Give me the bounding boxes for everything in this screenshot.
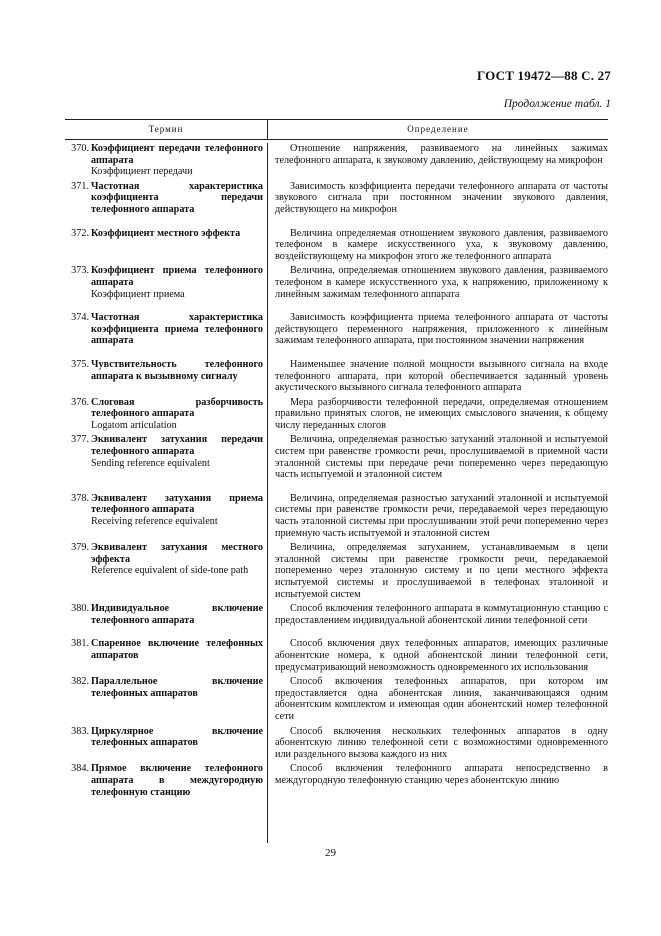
term-line — [65, 434, 263, 457]
term-number: 384. — [71, 763, 89, 775]
term-line — [65, 397, 263, 420]
term-name: Индивидуальное включение телефонного аппарата — [91, 603, 263, 626]
definition-text: Наименьшее значение полной мощности вызывного сигнала на входе телефонного аппарата, при которой обеспечивается заданный уровень акустического вызывного сигнала телефонного аппарата — [275, 358, 608, 394]
table-continuation-label: Продолжение табл. 1 — [503, 98, 611, 110]
term-cell — [65, 542, 267, 600]
definition-cell — [267, 397, 608, 432]
term-line — [65, 542, 263, 565]
term-number: 376. — [71, 396, 89, 408]
definition-text: Величина, определяемая разностью затуханий эталонной и испытуемой системы при равенстве громкости речи, передаваемой через передающую часть эталонной системы при прослушивании этой речи попеременно через приемную часть испытуемой и эталонной систем — [275, 492, 608, 539]
term-line — [65, 676, 263, 699]
definition-text: Способ включения телефонных аппаратов, при котором им предоставляется одна абонентская линия, заканчивающаяся одним абонентским комплектом и имеющая один абонентский номер телефонной сети — [275, 676, 608, 722]
term-name: Эквивалент затухания местного эффекта — [91, 542, 263, 565]
definition-cell — [267, 359, 608, 394]
term-line — [65, 143, 263, 166]
term-name: Частотная характеристика коэффициента приема телефонного аппарата — [91, 312, 263, 347]
term-alternative: Коэффициент передачи — [91, 166, 193, 178]
term-number: 370. — [71, 143, 89, 154]
term-number: 382. — [71, 676, 89, 688]
term-cell — [65, 359, 267, 394]
term-number: 371. — [71, 180, 89, 192]
term-cell — [65, 493, 267, 539]
term-number: 379. — [71, 542, 89, 554]
term-cell — [65, 726, 267, 761]
definition-text: Способ включения телефонного аппарата непосредственно в междугородную телефонную станцию через абонентскую линию — [275, 763, 608, 786]
table-row — [65, 638, 608, 673]
definition-text: Способ включения телефонного аппарата в коммутационную станцию с предоставлением индивидуальной абонентской линии телефонной сети — [275, 603, 608, 626]
column-header-term: Термин — [65, 120, 268, 139]
table-row — [65, 603, 608, 626]
column-divider — [267, 143, 268, 843]
term-alternative: Logatom articulation — [91, 419, 177, 431]
definition-cell — [267, 638, 608, 673]
term-name: Спаренное включение телефонных аппаратов — [91, 638, 263, 661]
term-cell — [65, 676, 267, 722]
definition-text: Величина определяемая отношением звукового давления, развиваемого телефоном в камере искусственного уха, к звуковому давлению, воздействующему на микрофон этого же телефонного аппарата — [275, 227, 608, 262]
definition-cell — [267, 493, 608, 539]
definition-cell — [267, 676, 608, 722]
term-cell — [65, 397, 267, 432]
table-row — [65, 542, 608, 600]
term-number: 381. — [71, 638, 89, 650]
table-row — [65, 228, 608, 263]
term-line — [65, 312, 263, 347]
term-alternative: Reference equivalent of side-tone path — [91, 565, 249, 577]
document-header: ГОСТ 19472—88 С. 27 — [477, 68, 611, 83]
term-alternative: Sending reference equivalent — [91, 457, 210, 469]
definition-text: Зависимость коэффициента приема телефонного аппарата от частоты действующего переменного напряжения, приложенного к линейным зажимам телефонного аппарата, при постоянном значении напряжения — [275, 312, 608, 347]
definition-text: Способ включения нескольких телефонных аппаратов в одну абонентскую линию телефонной сети с возможностями одновременного или раздельного вызова каждого из них — [275, 725, 608, 760]
definition-text: Зависимость коэффициента передачи телефонного аппарата от частоты звукового сигнала при постоянном значении звукового давления, действующего на микрофон — [275, 180, 608, 215]
table-row — [65, 493, 608, 539]
term-cell — [65, 603, 267, 626]
term-line — [65, 493, 263, 516]
term-number: 383. — [71, 725, 89, 737]
definition-cell — [267, 726, 608, 761]
definition-cell — [267, 181, 608, 216]
term-number: 374. — [71, 312, 89, 324]
table-header — [65, 119, 608, 140]
definition-text: Мера разборчивости телефонной передачи, определяемая отношением правильно принятых слогов, не имеющих смыслового значения, к общему числу переданных слогов — [275, 396, 608, 431]
term-name: Прямое включение телефонного аппарата в междугородную телефонную станцию — [91, 763, 263, 798]
table-row — [65, 676, 608, 722]
definition-text: Величина, определяемая разностью затуханий эталонной и испытуемой систем при равенстве громкости речи, прослушиваемой в приемной части эталонной системы при передаче речи попеременно через передающую часть испытуемой и эталонной систем — [275, 434, 608, 481]
term-number: 375. — [71, 358, 89, 370]
term-number: 373. — [71, 265, 89, 277]
table-body — [65, 143, 608, 798]
table-row — [65, 265, 608, 300]
definition-text: Отношение напряжения, развиваемого на линейных зажимах телефонного аппарата, к звуковому давлению, действующему на микрофон — [275, 143, 608, 166]
term-line — [65, 763, 263, 798]
term-line — [65, 638, 263, 661]
terms-table — [65, 119, 608, 798]
term-name: Эквивалент затухания передачи телефонного аппарата — [91, 434, 263, 458]
term-line — [65, 181, 263, 216]
table-row — [65, 143, 608, 178]
term-cell — [65, 181, 267, 216]
definition-cell — [267, 763, 608, 798]
term-number: 380. — [71, 603, 89, 615]
term-alternative: Коэффициент приема — [91, 288, 185, 300]
term-cell — [65, 638, 267, 673]
term-cell — [65, 434, 267, 480]
term-cell — [65, 143, 267, 178]
table-row — [65, 763, 608, 798]
definition-cell — [267, 312, 608, 347]
definition-cell — [267, 434, 608, 480]
term-cell — [65, 228, 267, 263]
definition-cell — [267, 143, 608, 178]
term-alternative: Receiving reference equivalent — [91, 516, 218, 528]
term-name: Коэффициент местного эффекта — [91, 227, 241, 239]
definition-text: Величина, определяемая затуханием, устанавливаемым в цепи эталонной системы при равенстве громкости речи, передаваемой попеременно через эталонную систему и по цепи местного эффекта испытуемой системы и прослушиваемой в телефонах эталонной и испытуемой систем — [275, 542, 608, 600]
definition-text: Величина, определяемая отношением звукового давления, развиваемого телефоном в камере искусственного уха, к напряжению, приложенному к линейным зажимам телефонного аппарата — [275, 265, 608, 300]
table-row — [65, 434, 608, 480]
term-line — [65, 265, 263, 288]
term-line — [65, 603, 263, 626]
table-row — [65, 359, 608, 394]
definition-cell — [267, 228, 608, 263]
term-name: Эквивалент затухания приема телефонного аппарата — [91, 492, 263, 516]
term-name: Частотная характеристика коэффициента передачи телефонного аппарата — [91, 180, 263, 215]
definition-cell — [267, 603, 608, 626]
term-line — [65, 726, 263, 749]
term-cell — [65, 312, 267, 347]
term-name: Коэффициент передачи телефонного аппарата — [91, 143, 263, 166]
definition-cell — [267, 265, 608, 300]
term-name: Параллельное включение телефонных аппаратов — [91, 676, 263, 699]
term-line — [65, 359, 263, 382]
table-row — [65, 397, 608, 432]
term-name: Циркулярное включение телефонных аппаратов — [91, 725, 263, 749]
term-cell — [65, 265, 267, 300]
term-cell — [65, 763, 267, 798]
page-number: 29 — [325, 847, 336, 859]
term-number: 378. — [71, 492, 89, 504]
term-name: Чувствительность телефонного аппарата к вызывному сигналу — [91, 358, 263, 382]
definition-cell — [267, 542, 608, 600]
definition-text: Способ включения двух телефонных аппаратов, имеющих различные абонентские номера, к одной абонентской линии телефонной сети, предусматривающий невозможность одновременного их использования — [275, 638, 608, 673]
term-line — [65, 228, 263, 240]
term-number: 372. — [71, 227, 89, 239]
column-header-definition: Определение — [407, 124, 469, 134]
term-number: 377. — [71, 434, 89, 446]
table-row — [65, 312, 608, 347]
table-row — [65, 726, 608, 761]
term-name: Слоговая разборчивость телефонного аппарата — [91, 396, 263, 420]
term-name: Коэффициент приема телефонного аппарата — [91, 265, 263, 288]
table-row — [65, 181, 608, 216]
